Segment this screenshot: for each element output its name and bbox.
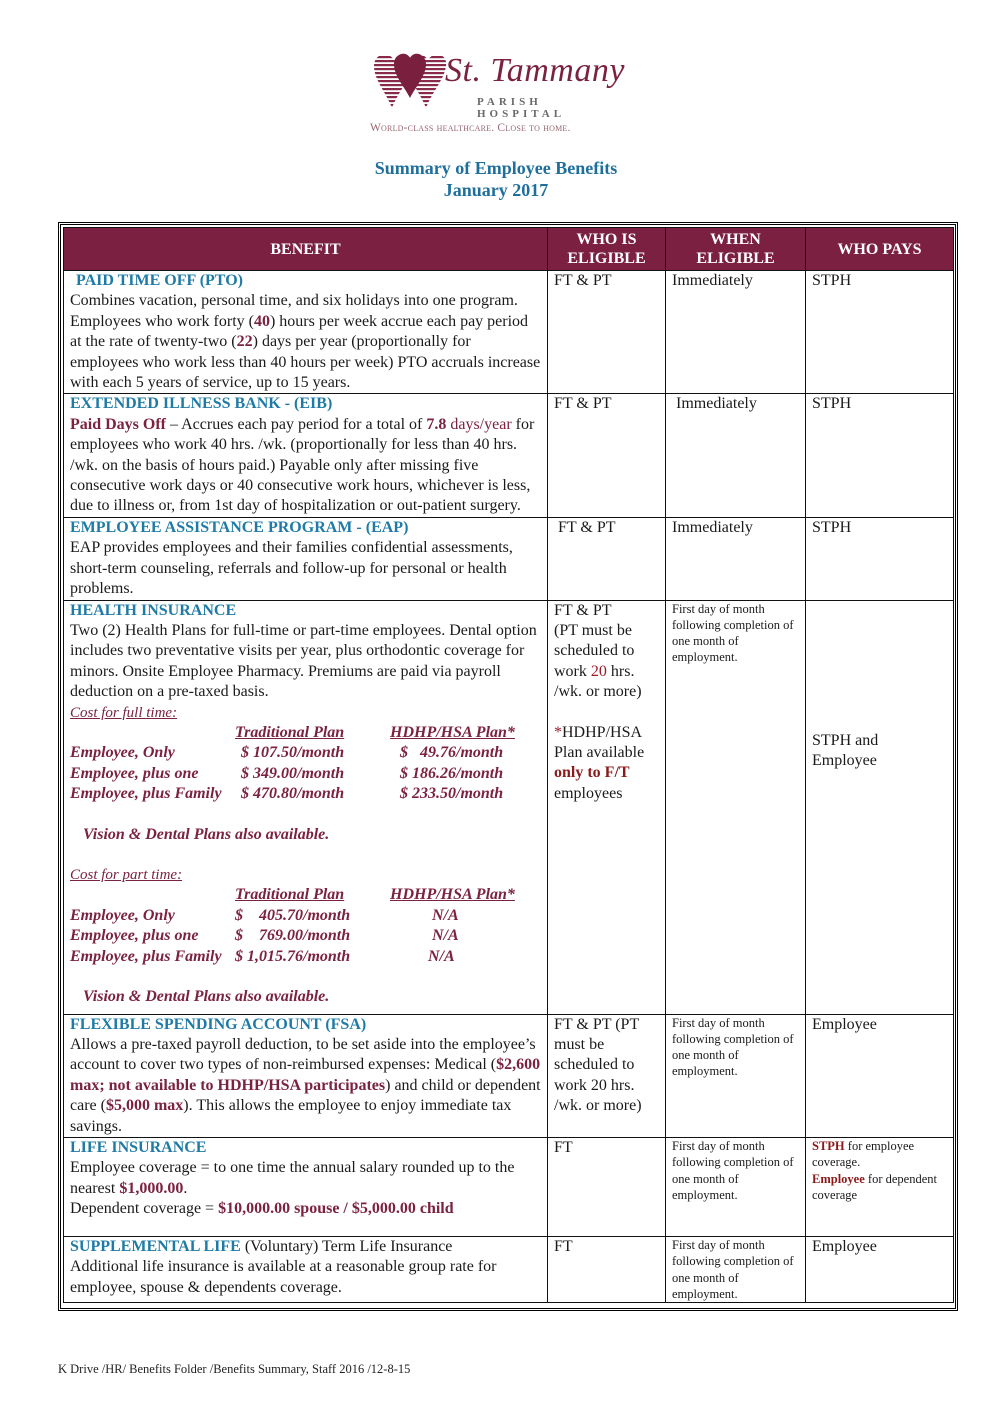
pays-cell: [806, 600, 954, 1014]
eligible-cell: FT & PT: [548, 394, 666, 517]
benefit-description: [70, 291, 541, 393]
desc-text: Dependent coverage =: [70, 1200, 219, 1218]
col-hdhp: HDHP/HSA Plan*: [390, 886, 515, 904]
traditional-cost: $ 769.00/month: [235, 927, 351, 945]
header-benefit: BENEFIT: [64, 228, 548, 271]
header-when-eligible: WHEN ELIGIBLE: [666, 228, 806, 271]
pays-cell: STPH: [806, 517, 954, 600]
highlight-value: 7.8: [426, 415, 447, 433]
benefit-cell: [64, 600, 548, 1014]
tier-label: Employee, Only: [70, 906, 175, 924]
hdhp-cost: $ 186.26/month: [400, 764, 504, 782]
desc-text: Combines vacation, personal time, and six holidays into one program. Employees who work forty (: [70, 292, 518, 330]
benefit-description: [70, 415, 541, 517]
when-cell: Immediately: [666, 271, 806, 394]
desc-text: Allows a pre-taxed payroll deduction, to be set aside into the employee’s account to cover two types of non-reimbursed expenses: Medical (: [70, 1035, 536, 1074]
table-row: [64, 517, 954, 600]
highlight-value: 20: [590, 662, 607, 680]
eligible-text: employees: [554, 784, 623, 802]
eligible-cell: FT: [548, 1236, 666, 1302]
benefit-description: [70, 1035, 541, 1137]
table-row: [64, 600, 954, 1014]
eligible-cell: FT & PT: [548, 271, 666, 394]
header-who-eligible: WHO IS ELIGIBLE: [548, 228, 666, 271]
dependent-coverage: [70, 1199, 541, 1219]
hdhp-note: [554, 723, 659, 805]
hdhp-cost: N/A: [432, 906, 459, 924]
eligible-cell: FT: [548, 1137, 666, 1236]
when-cell: First day of month following completion of one month of employment.: [666, 1236, 806, 1302]
when-cell: First day of month following completion of one month of employment.: [666, 1014, 806, 1137]
pays-cell: STPH: [806, 394, 954, 517]
benefit-heading: EMPLOYEE ASSISTANCE PROGRAM - (EAP): [70, 518, 409, 536]
highlight-value: $1,000.00: [119, 1179, 184, 1197]
footer-path: K Drive /HR/ Benefits Folder /Benefits Summary, Staff 2016 /12-8-15: [58, 1362, 411, 1376]
benefit-heading: FLEXIBLE SPENDING ACCOUNT (FSA): [70, 1015, 367, 1033]
highlight-unit: days/year: [446, 415, 512, 433]
tier-label: Employee, Only: [70, 744, 175, 762]
desc-text: ) and child or dependent care (: [70, 1076, 541, 1115]
highlight-value: 40: [253, 312, 270, 330]
eligible-text: FT & PT: [554, 601, 612, 619]
benefit-cell: [64, 394, 548, 517]
highlight-value: $10,000.00 spouse / $5,000.00 child: [218, 1200, 454, 1218]
vision-dental-note: Vision & Dental Plans also available.: [83, 825, 330, 843]
when-cell: First day of month following completion of one month of employment.: [666, 1137, 806, 1236]
cost-table-part-time: [70, 885, 541, 967]
cost-table-full-time: [70, 723, 541, 805]
pays-text: for dependent coverage: [812, 1171, 937, 1202]
highlight-value: $5,000 max: [105, 1097, 184, 1115]
hdhp-cost: $ 49.76/month: [400, 744, 504, 762]
tier-label: Employee, plus one: [70, 927, 199, 945]
benefit-description: [70, 1158, 541, 1199]
benefit-cell: [64, 1137, 548, 1236]
desc-text: ). This allows the employee to enjoy immediate tax savings.: [70, 1097, 512, 1135]
pays-highlight: STPH: [812, 1138, 845, 1153]
benefit-heading-line: [70, 1237, 541, 1257]
benefit-heading: EXTENDED ILLNESS BANK - (EIB): [70, 395, 333, 413]
pays-text: STPH and Employee: [812, 731, 879, 769]
benefit-heading: LIFE INSURANCE: [70, 1138, 207, 1156]
eligible-text: (PT must be scheduled to work: [554, 621, 635, 680]
desc-text: ) days per year (proportionally for employees who work less than 40 hours per week) PTO accruals increase with each 5 years of service, up to 15 years.: [70, 333, 541, 392]
hearts-logo-icon: [372, 52, 448, 110]
pays-cell: Employee: [806, 1236, 954, 1302]
traditional-cost: $ 349.00/month: [241, 764, 345, 782]
pays-text: for employee coverage.: [812, 1138, 915, 1170]
tier-label: Employee, plus one: [70, 764, 199, 782]
traditional-cost: $ 470.80/month: [241, 785, 345, 803]
pays-cell: STPH: [806, 271, 954, 394]
col-traditional: Traditional Plan: [235, 723, 345, 741]
table-row: [64, 271, 954, 394]
table-row: [64, 1236, 954, 1302]
desc-text: for employees who work 40 hrs. /wk. (proportionally for less than 40 hrs. /wk. on the basis of hours paid.) Payable only after missing five consecutive work days or 40 consecutive work hours, whichever is less, due to illness or, from 1st day of hospitalization or out-patient surgery.: [70, 415, 535, 515]
benefits-table: [63, 227, 954, 1303]
benefit-heading: SUPPLEMENTAL LIFE: [70, 1237, 241, 1255]
logo-tagline: World-class healthcare. Close to home.: [370, 122, 571, 134]
traditional-cost: $ 1,015.76/month: [235, 947, 351, 965]
benefit-cell: [64, 271, 548, 394]
desc-text: .: [183, 1179, 188, 1197]
eligible-note: [554, 621, 659, 703]
when-cell: Immediately: [666, 394, 806, 517]
highlight-value: $2,600 max; not available to HDHP/HSA participates: [70, 1056, 541, 1094]
table-header-row: [64, 228, 954, 271]
eligible-cell: [548, 600, 666, 1014]
eligible-text: HDHP/HSA Plan available: [554, 723, 645, 761]
header-who-pays: WHO PAYS: [806, 228, 954, 271]
logo-subtitle: PARISH HOSPITAL: [477, 96, 566, 120]
benefit-description: Two (2) Health Plans for full-time or part-time employees. Dental option includes two preventative visits per year, plus orthodontic coverage for minors. Onsite Employee Pharmacy. Premiums are paid via payroll deduction on a pre-taxed basis.: [70, 621, 537, 701]
pays-highlight: Employee: [812, 1171, 865, 1186]
when-cell: First day of month following completion of one month of employment.: [666, 600, 806, 1014]
pays-cell: Employee: [806, 1014, 954, 1137]
benefit-description: Additional life insurance is available at a reasonable group rate for employee, spouse & dependents coverage.: [70, 1258, 497, 1296]
eligible-cell: FT & PT: [548, 517, 666, 600]
highlight-value: 22: [236, 333, 253, 351]
benefit-cell: [64, 517, 548, 600]
desc-text: – Accrues each pay period for a total of: [166, 415, 427, 433]
cost-part-time-label: Cost for part time:: [70, 866, 183, 883]
hdhp-cost: N/A: [428, 947, 455, 965]
benefit-cell: [64, 1236, 548, 1302]
eligible-cell: FT & PT (PT must be scheduled to work 20 hrs. /wk. or more): [548, 1014, 666, 1137]
benefit-description: EAP provides employees and their families confidential assessments, short-term counseling, referrals and follow-up for personal or health problems.: [70, 539, 513, 598]
vision-dental-note: Vision & Dental Plans also available.: [83, 988, 330, 1005]
table-row: [64, 394, 954, 517]
pays-cell: [806, 1137, 954, 1236]
document-title: Summary of Employee Benefits: [374, 158, 618, 178]
cost-full-time-label: Cost for full time:: [70, 704, 178, 721]
desc-text: Employee coverage = to one time the annual salary rounded up to the nearest: [70, 1159, 515, 1197]
highlight-label: Paid Days Off: [70, 415, 166, 433]
eligible-text: hrs. /wk. or more): [554, 662, 642, 701]
desc-text: ) hours per week accrue each pay period at the rate of twenty-two (: [70, 312, 529, 351]
traditional-cost: $ 107.50/month: [241, 744, 345, 762]
document-date: January 2017: [443, 180, 549, 200]
logo-name: St. Tammany: [445, 52, 625, 89]
hdhp-cost: $ 233.50/month: [400, 785, 504, 803]
heading-rest: (Voluntary) Term Life Insurance: [240, 1237, 453, 1255]
table-row: [64, 1137, 954, 1236]
benefit-heading: HEALTH INSURANCE: [70, 601, 237, 619]
highlight-label: only to F/T: [554, 764, 630, 782]
table-row: [64, 1014, 954, 1137]
col-traditional: Traditional Plan: [235, 886, 345, 904]
tier-label: Employee, plus Family: [70, 785, 222, 803]
tier-label: Employee, plus Family: [70, 947, 222, 965]
hospital-logo: [370, 50, 630, 140]
asterisk: *: [554, 723, 562, 741]
when-cell: Immediately: [666, 517, 806, 600]
benefit-heading: PAID TIME OFF (PTO): [76, 272, 243, 289]
hdhp-cost: N/A: [432, 927, 459, 945]
benefit-cell: [64, 1014, 548, 1137]
traditional-cost: $ 405.70/month: [235, 906, 351, 924]
col-hdhp: HDHP/HSA Plan*: [390, 723, 515, 741]
